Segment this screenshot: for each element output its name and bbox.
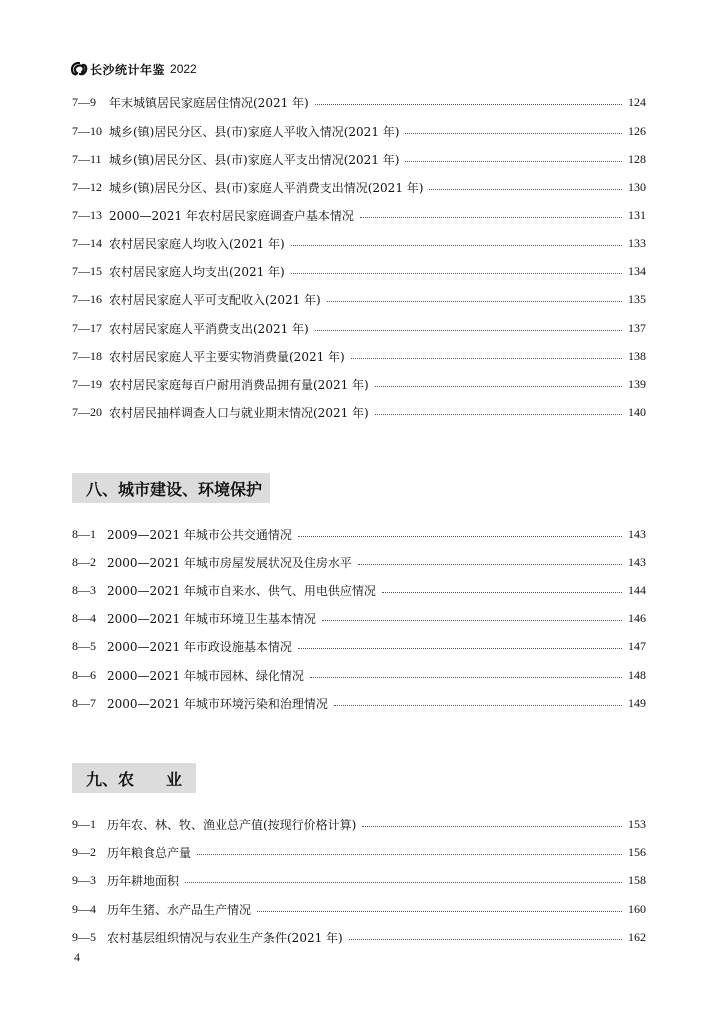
dot-leader (327, 300, 622, 302)
entry-page: 135 (628, 291, 646, 306)
dot-leader (351, 357, 622, 359)
entry-page: 149 (628, 695, 646, 710)
entry-number: 7—15 (72, 263, 102, 278)
toc-entry[interactable] (72, 233, 646, 253)
running-header (70, 58, 197, 80)
entry-number: 8—5 (72, 638, 96, 653)
entry-number: 7—13 (72, 207, 102, 222)
entry-title: 2000—2021 年城市园林、绿化情况 (107, 668, 304, 683)
toc-entry[interactable] (72, 177, 646, 197)
dot-leader (298, 535, 622, 537)
entry-number: 7—18 (72, 348, 102, 363)
entry-title: 历年生猪、水产品生产情况 (107, 902, 252, 917)
entry-number: 7—11 (72, 151, 102, 166)
entry-page: 153 (628, 816, 646, 831)
entry-page: 147 (628, 638, 646, 653)
toc-entry[interactable] (72, 205, 646, 225)
entry-page: 144 (628, 582, 646, 597)
dot-leader (429, 188, 622, 190)
entry-page: 133 (628, 235, 646, 250)
dot-leader (405, 160, 622, 162)
dot-leader (334, 704, 622, 706)
entry-number: 7—14 (72, 235, 102, 250)
entry-page: 148 (628, 667, 646, 682)
entry-page: 156 (628, 844, 646, 859)
entry-page: 126 (628, 123, 646, 138)
entry-title: 农村居民抽样调查人口与就业期末情况(2021 年) (109, 405, 369, 420)
toc-entry[interactable] (72, 374, 646, 394)
entry-page: 140 (628, 404, 646, 419)
dot-leader (298, 647, 622, 649)
entry-page: 134 (628, 263, 646, 278)
toc-entry[interactable] (72, 636, 646, 656)
entry-number: 7—17 (72, 320, 102, 335)
entry-number: 7—12 (72, 179, 102, 194)
header-year: 2022 (170, 62, 197, 76)
entry-title: 2000—2021 年市政设施基本情况 (107, 639, 292, 654)
toc-entry[interactable] (72, 814, 646, 834)
dot-leader (322, 619, 622, 621)
yearbook-logo-icon (70, 61, 88, 77)
section-heading-urban-construction: 八、城市建设、环境保护 (72, 473, 270, 503)
toc-entry[interactable] (72, 92, 646, 112)
entry-page: 158 (628, 872, 646, 887)
entry-page: 130 (628, 179, 646, 194)
entry-title: 历年粮食总产量 (107, 845, 192, 860)
entry-title: 历年农、林、牧、渔业总产值(按现行价格计算) (107, 817, 357, 832)
entry-page: 139 (628, 376, 646, 391)
entry-number: 9—4 (72, 901, 96, 916)
dot-leader (291, 244, 622, 246)
entry-number: 7—10 (72, 123, 102, 138)
dot-leader (358, 563, 622, 565)
entry-page: 143 (628, 554, 646, 569)
entry-title: 历年耕地面积 (107, 873, 180, 888)
dot-leader (382, 591, 622, 593)
entry-page: 137 (628, 320, 646, 335)
toc-entry[interactable] (72, 899, 646, 919)
section-heading-agriculture: 九、农 业 (72, 763, 196, 793)
entry-number: 7—19 (72, 376, 102, 391)
toc-entry[interactable] (72, 870, 646, 890)
entry-number: 9—3 (72, 872, 96, 887)
entry-number: 8—4 (72, 610, 96, 625)
entry-page: 160 (628, 901, 646, 916)
entry-title: 农村居民家庭人平可支配收入(2021 年) (109, 292, 321, 307)
dot-leader (405, 132, 622, 134)
toc-entry[interactable] (72, 261, 646, 281)
entry-page: 138 (628, 348, 646, 363)
entry-number: 9—1 (72, 816, 96, 831)
entry-title: 2000—2021 年农村居民家庭调查户基本情况 (109, 208, 354, 223)
entry-title: 年末城镇居民家庭居住情况(2021 年) (109, 95, 309, 110)
dot-leader (197, 853, 622, 855)
toc-entry[interactable] (72, 524, 646, 544)
dot-leader (349, 938, 622, 940)
entry-number: 8—7 (72, 695, 96, 710)
entry-page: 143 (628, 526, 646, 541)
toc-entry[interactable] (72, 927, 646, 947)
entry-title: 城乡(镇)居民分区、县(市)家庭人平消费支出情况(2021 年) (109, 180, 424, 195)
dot-leader (185, 881, 622, 883)
entry-number: 9—5 (72, 929, 96, 944)
entry-title: 农村居民家庭人平消费支出(2021 年) (109, 321, 309, 336)
page-number: 4 (74, 950, 80, 964)
entry-title: 城乡(镇)居民分区、县(市)家庭人平支出情况(2021 年) (109, 152, 400, 167)
entry-title: 农村居民家庭人均支出(2021 年) (109, 264, 285, 279)
entry-number: 8—2 (72, 554, 96, 569)
dot-leader (257, 910, 622, 912)
toc-entry[interactable] (72, 608, 646, 628)
entry-title: 农村基层组织情况与农业生产条件(2021 年) (107, 930, 343, 945)
toc-entry[interactable] (72, 665, 646, 685)
entry-number: 7—16 (72, 291, 102, 306)
entry-title: 2000—2021 年城市环境污染和治理情况 (107, 696, 328, 711)
entry-title: 2000—2021 年城市环境卫生基本情况 (107, 611, 316, 626)
dot-leader (291, 272, 622, 274)
entry-title: 城乡(镇)居民分区、县(市)家庭人平收入情况(2021 年) (109, 124, 400, 139)
entry-number: 7—9 (72, 94, 96, 109)
dot-leader (360, 216, 622, 218)
entry-title: 农村居民家庭人均收入(2021 年) (109, 236, 285, 251)
header-title: 长沙统计年鉴 (90, 62, 166, 77)
entry-title: 农村居民家庭每百户耐用消费品拥有量(2021 年) (109, 377, 369, 392)
entry-title: 2000—2021 年城市自来水、供气、用电供应情况 (107, 583, 376, 598)
entry-page: 146 (628, 610, 646, 625)
toc-entry[interactable] (72, 346, 646, 366)
toc-entry[interactable] (72, 402, 646, 422)
toc-entry[interactable] (72, 693, 646, 713)
toc-entry[interactable] (72, 149, 646, 169)
dot-leader (315, 329, 622, 331)
entry-title: 2009—2021 年城市公共交通情况 (107, 527, 292, 542)
entry-number: 7—20 (72, 404, 102, 419)
entry-page: 128 (628, 151, 646, 166)
entry-page: 124 (628, 94, 646, 109)
toc-entry[interactable] (72, 289, 646, 309)
toc-entry[interactable] (72, 121, 646, 141)
entry-number: 8—6 (72, 667, 96, 682)
entry-page: 131 (628, 207, 646, 222)
dot-leader (315, 103, 622, 105)
entry-number: 9—2 (72, 844, 96, 859)
entry-title: 农村居民家庭人平主要实物消费量(2021 年) (109, 349, 345, 364)
entry-page: 162 (628, 929, 646, 944)
entry-number: 8—3 (72, 582, 96, 597)
toc-entry[interactable] (72, 552, 646, 572)
dot-leader (375, 413, 622, 415)
toc-entry[interactable] (72, 318, 646, 338)
dot-leader (310, 676, 622, 678)
toc-entry[interactable] (72, 580, 646, 600)
entry-title: 2000—2021 年城市房屋发展状况及住房水平 (107, 555, 352, 570)
dot-leader (362, 825, 622, 827)
toc-entry[interactable] (72, 842, 646, 862)
entry-number: 8—1 (72, 526, 96, 541)
dot-leader (375, 385, 622, 387)
